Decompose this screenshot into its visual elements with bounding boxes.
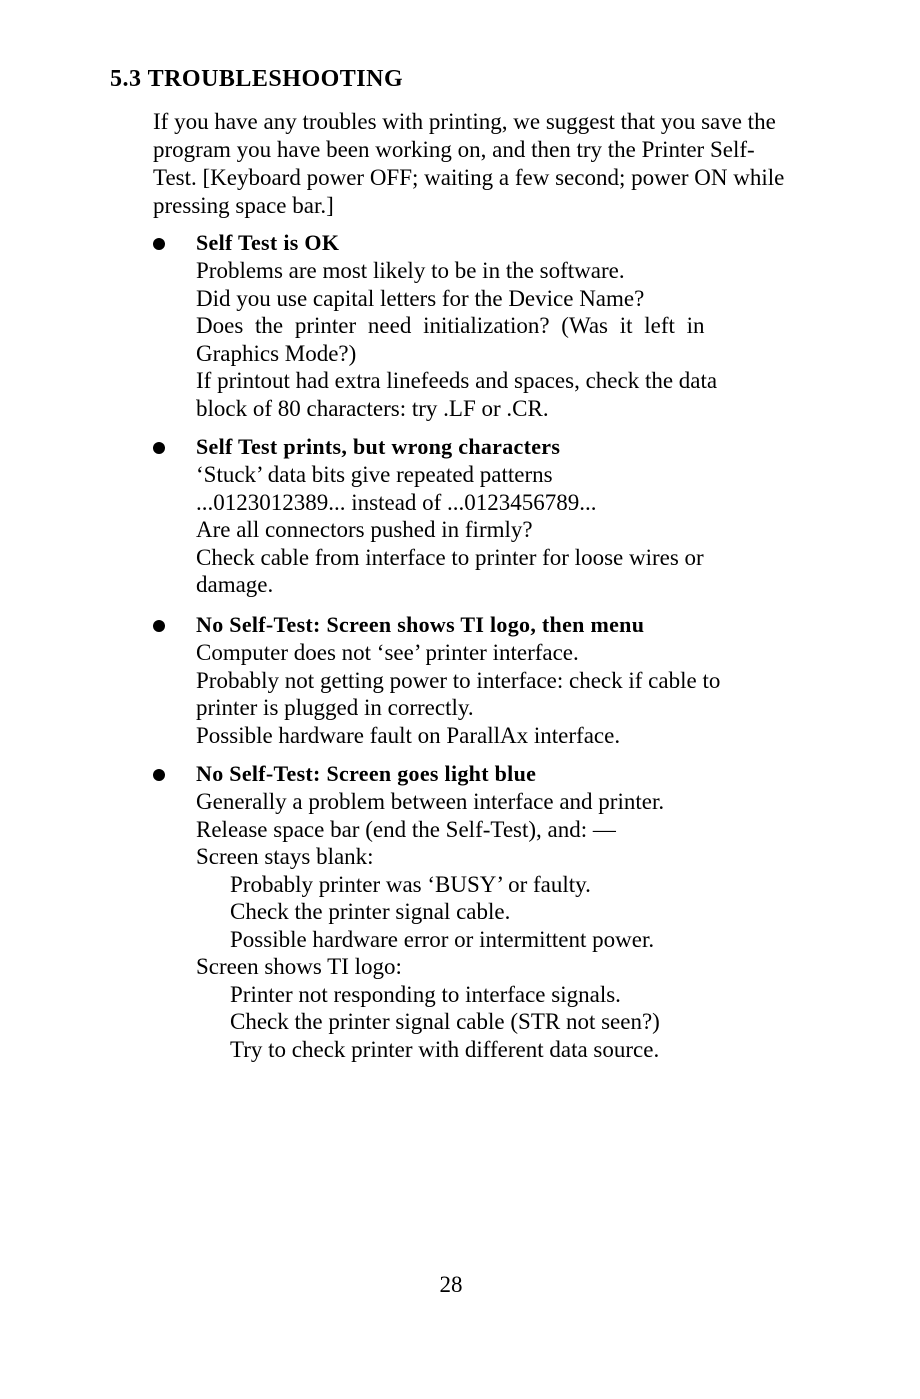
bullet-icon	[153, 442, 165, 454]
body-line: ‘Stuck’ data bits give repeated patterns	[196, 462, 553, 487]
body-line: Problems are most likely to be in the software.	[196, 258, 625, 283]
section-title: No Self-Test: Screen shows TI logo, then menu	[196, 612, 645, 637]
body-line: Generally a problem between interface and printer.	[196, 789, 665, 814]
body-line: Computer does not ‘see’ printer interface.	[196, 640, 579, 665]
section-self-test-ok	[150, 229, 800, 422]
indented-line: Check the printer signal cable (STR not seen?)	[230, 1009, 660, 1034]
indented-line: Try to check printer with different data source.	[230, 1036, 660, 1062]
body-line: If printout had extra linefeeds and spaces, check the data	[196, 368, 718, 393]
section-title: Self Test prints, but wrong characters	[196, 434, 561, 459]
body-line: printer is plugged in correctly.	[196, 695, 474, 720]
body-line: Did you use capital letters for the Device Name?	[196, 285, 645, 311]
body-line: Probably not getting power to interface: check if cable to	[196, 667, 721, 693]
section-title: Self Test is OK	[196, 230, 340, 255]
indented-line: Probably printer was ‘BUSY’ or faulty.	[230, 871, 591, 897]
body-line: Check cable from interface to printer for loose wires or	[196, 544, 704, 570]
indented-line: Check the printer signal cable.	[230, 899, 511, 924]
bullet-icon	[153, 238, 165, 250]
bullet-icon	[153, 769, 165, 781]
body-line: Release space bar (end the Self-Test), and: —	[196, 816, 616, 842]
body-line: Are all connectors pushed in firmly?	[196, 517, 533, 542]
indented-line: Printer not responding to interface signals.	[230, 981, 621, 1007]
body-line: Possible hardware fault on ParallAx interface.	[196, 722, 621, 748]
body-line: Graphics Mode?)	[196, 340, 357, 366]
section-no-self-test-ti-logo	[150, 611, 800, 749]
body-line: block of 80 characters: try .LF or .CR.	[196, 395, 549, 421]
bullet-icon	[153, 620, 165, 632]
body-line: Screen stays blank:	[196, 844, 374, 869]
section-wrong-characters	[150, 433, 800, 599]
page-number: 28	[439, 1272, 463, 1297]
body-line: Screen shows TI logo:	[196, 954, 402, 979]
body-line: ...0123012389... instead of ...0123456789...	[196, 489, 597, 515]
indented-line: Possible hardware error or intermittent power.	[230, 926, 655, 952]
body-line: damage.	[196, 572, 274, 597]
section-no-self-test-light-blue	[150, 760, 800, 1063]
section-title: No Self-Test: Screen goes light blue	[196, 761, 537, 786]
intro-paragraph: If you have any troubles with printing, we suggest that you save the program you have been working on, and then try the Printer Self-Test. [Keyboard power OFF; waiting a few second; power ON while pressing space bar.]	[153, 109, 785, 218]
section-heading: 5.3 TROUBLESHOOTING	[110, 66, 404, 92]
body-line: Does the printer need initialization? (Was it left in	[196, 313, 705, 338]
